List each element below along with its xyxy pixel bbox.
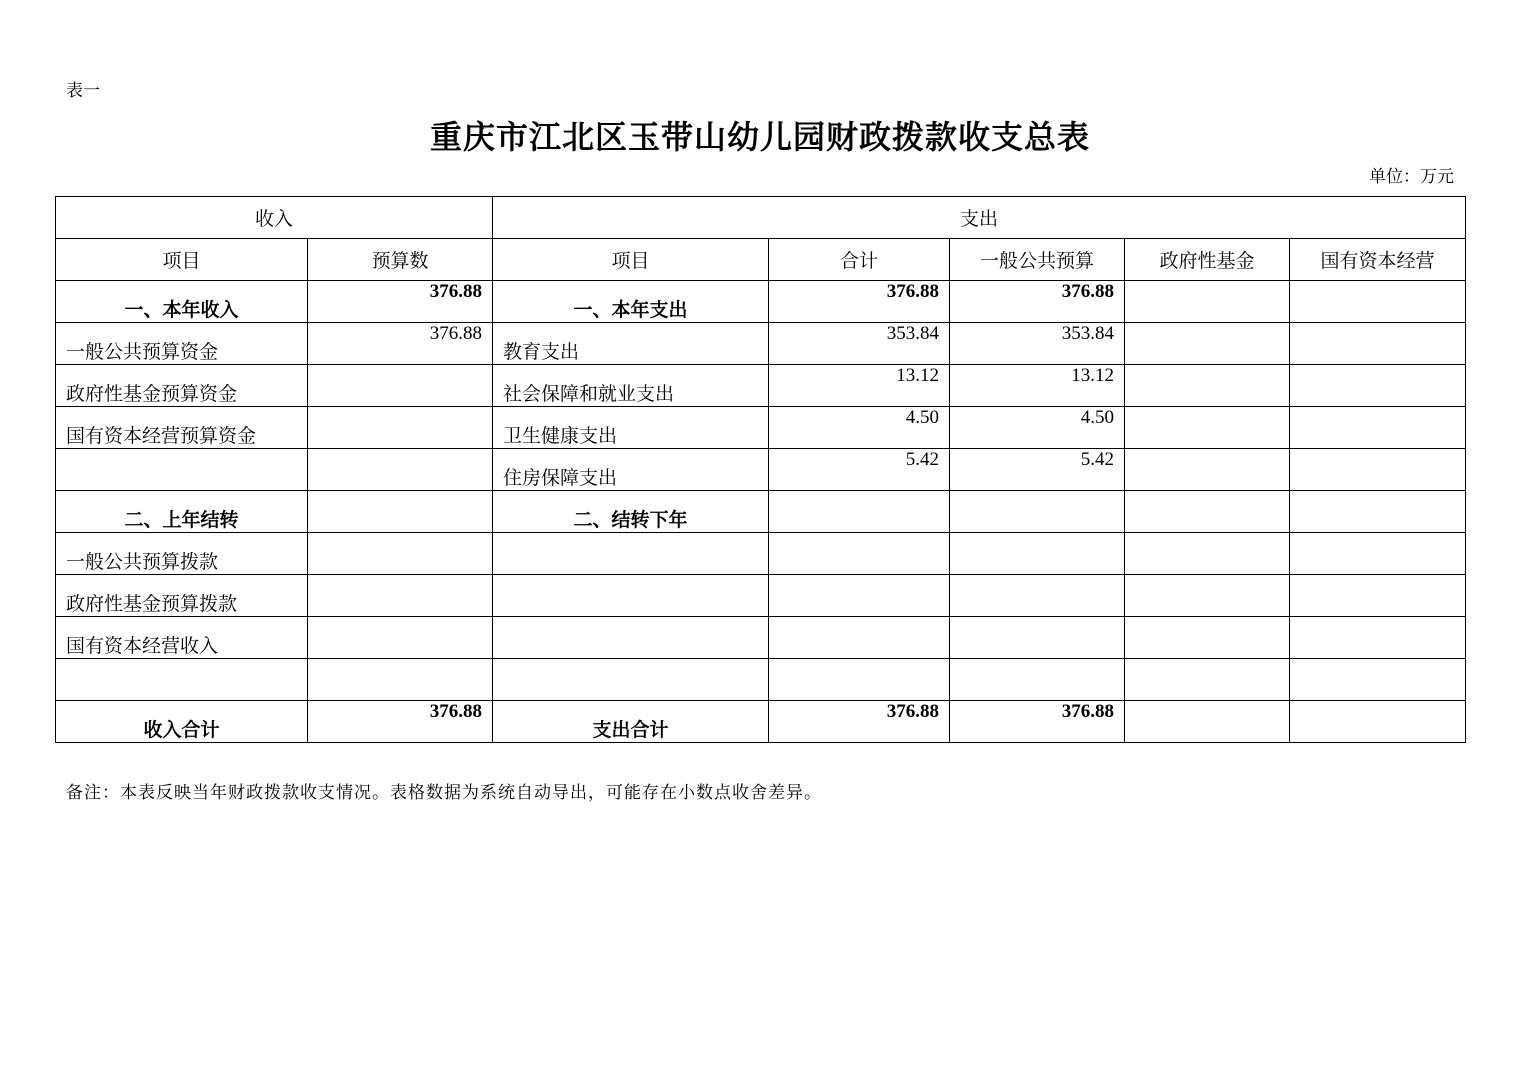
government-fund-amount [1125,533,1290,575]
state-capital-amount [1290,533,1466,575]
footnote: 备注：本表反映当年财政拨款收支情况。表格数据为系统自动导出，可能存在小数点收舍差异。 [66,783,822,803]
col-general-public-budget: 一般公共预算 [950,239,1125,281]
state-capital-amount [1290,617,1466,659]
general-public-budget-amount: 5.42 [950,449,1125,491]
expense-item [493,533,769,575]
expense-grand-total: 376.88 [769,701,950,743]
state-capital-amount [1290,323,1466,365]
government-fund-amount [1125,659,1290,701]
col-income-item: 项目 [56,239,308,281]
government-fund-amount [1125,365,1290,407]
col-expense-item: 项目 [493,239,769,281]
state-capital-amount [1290,281,1466,323]
page-title: 重庆市江北区玉带山幼儿园财政拨款收支总表 [429,118,1090,156]
expense-total: 376.88 [769,281,950,323]
table-row [56,533,1466,575]
general-public-budget-amount [950,491,1125,533]
expense-item: 教育支出 [493,323,769,365]
general-public-budget-amount: 353.84 [950,323,1125,365]
col-expense-total: 合计 [769,239,950,281]
table-row [56,323,1466,365]
expense-item: 二、结转下年 [493,491,769,533]
expense-item: 卫生健康支出 [493,407,769,449]
income-amount: 376.88 [308,323,493,365]
income-amount [308,575,493,617]
government-fund-amount [1125,407,1290,449]
income-item: 政府性基金预算资金 [56,365,308,407]
income-item [56,449,308,491]
government-fund-total [1125,701,1290,743]
income-amount [308,449,493,491]
fiscal-summary-table [55,196,1466,743]
income-item: 国有资本经营收入 [56,617,308,659]
income-group-header: 收入 [56,197,493,239]
state-capital-amount [1290,365,1466,407]
income-amount: 376.88 [308,281,493,323]
general-public-budget-amount [950,533,1125,575]
expense-group-header: 支出 [493,197,1466,239]
table-row [56,575,1466,617]
income-amount [308,617,493,659]
expense-total [769,659,950,701]
income-item: 一般公共预算资金 [56,323,308,365]
government-fund-amount [1125,617,1290,659]
group-header-row [56,197,1466,239]
expense-total [769,617,950,659]
expense-item: 住房保障支出 [493,449,769,491]
expense-total: 5.42 [769,449,950,491]
expense-total [769,533,950,575]
government-fund-amount [1125,281,1290,323]
government-fund-amount [1125,323,1290,365]
table-row [56,281,1466,323]
expense-total [769,491,950,533]
government-fund-amount [1125,575,1290,617]
income-amount [308,533,493,575]
income-total-label: 收入合计 [56,701,308,743]
col-state-capital: 国有资本经营 [1290,239,1466,281]
expense-item: 一、本年支出 [493,281,769,323]
col-government-fund: 政府性基金 [1125,239,1290,281]
general-public-budget-amount: 376.88 [950,281,1125,323]
income-amount [308,407,493,449]
government-fund-amount [1125,449,1290,491]
income-item [56,659,308,701]
table-label: 表一 [66,81,100,101]
expense-item [493,659,769,701]
general-public-budget-total: 376.88 [950,701,1125,743]
table-row [56,365,1466,407]
state-capital-amount [1290,449,1466,491]
expense-item [493,575,769,617]
col-income-budget: 预算数 [308,239,493,281]
expense-item: 社会保障和就业支出 [493,365,769,407]
totals-row [56,701,1466,743]
table-row [56,449,1466,491]
income-item: 一般公共预算拨款 [56,533,308,575]
general-public-budget-amount [950,659,1125,701]
general-public-budget-amount: 4.50 [950,407,1125,449]
column-header-row [56,239,1466,281]
expense-total: 353.84 [769,323,950,365]
state-capital-amount [1290,491,1466,533]
table-row [56,617,1466,659]
state-capital-amount [1290,575,1466,617]
income-amount [308,365,493,407]
state-capital-total [1290,701,1466,743]
income-item: 国有资本经营预算资金 [56,407,308,449]
table-row [56,491,1466,533]
general-public-budget-amount [950,617,1125,659]
income-item: 一、本年收入 [56,281,308,323]
unit-label: 单位：万元 [1369,167,1454,187]
state-capital-amount [1290,407,1466,449]
state-capital-amount [1290,659,1466,701]
income-item: 二、上年结转 [56,491,308,533]
expense-total: 13.12 [769,365,950,407]
expense-total: 4.50 [769,407,950,449]
table-row [56,659,1466,701]
expense-item [493,617,769,659]
income-total-amount: 376.88 [308,701,493,743]
expense-total [769,575,950,617]
government-fund-amount [1125,491,1290,533]
table-row [56,407,1466,449]
income-amount [308,491,493,533]
income-amount [308,659,493,701]
general-public-budget-amount: 13.12 [950,365,1125,407]
general-public-budget-amount [950,575,1125,617]
expense-total-label: 支出合计 [493,701,769,743]
income-item: 政府性基金预算拨款 [56,575,308,617]
